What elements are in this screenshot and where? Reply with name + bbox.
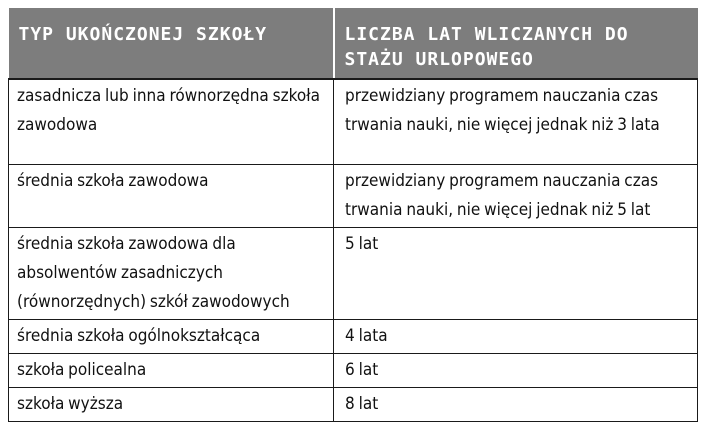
- cell-years-counted: 6 lat: [334, 354, 698, 388]
- cell-years-counted: 4 lata: [334, 320, 698, 354]
- cell-school-type: szkoła wyższa: [9, 388, 334, 422]
- table-row: [9, 320, 698, 354]
- table-row: [9, 79, 698, 165]
- cell-school-type: szkoła policealna: [9, 354, 334, 388]
- table-row: [9, 165, 698, 228]
- cell-years-counted: przewidziany programem nauczania czas trwania nauki, nie więcej jednak niż 3 lata: [334, 79, 698, 165]
- vacation-seniority-table-wrapper: [8, 8, 697, 422]
- cell-years-counted: przewidziany programem nauczania czas trwania nauki, nie więcej jednak niż 5 lat: [334, 165, 698, 228]
- cell-school-type: średnia szkoła ogólnokształcąca: [9, 320, 334, 354]
- cell-school-type: średnia szkoła zawodowa: [9, 165, 334, 228]
- cell-years-counted: 5 lat: [334, 228, 698, 320]
- header-row: [9, 8, 698, 79]
- table-row: [9, 228, 698, 320]
- header-school-type: TYP UKOŃCZONEJ SZKOŁY: [9, 8, 334, 79]
- table-header: [9, 8, 698, 79]
- cell-school-type: średnia szkoła zawodowa dla absolwentów zasadniczych (równorzędnych) szkół zawodowych: [9, 228, 334, 320]
- table-row: [9, 354, 698, 388]
- table-row: [9, 388, 698, 422]
- cell-years-counted: 8 lat: [334, 388, 698, 422]
- vacation-seniority-table: [8, 8, 698, 422]
- header-years-counted: LICZBA LAT WLICZANYCH DO STAŻU URLOPOWEGO: [334, 8, 698, 79]
- cell-school-type: zasadnicza lub inna równorzędna szkoła zawodowa: [9, 79, 334, 165]
- table-body: [9, 79, 698, 422]
